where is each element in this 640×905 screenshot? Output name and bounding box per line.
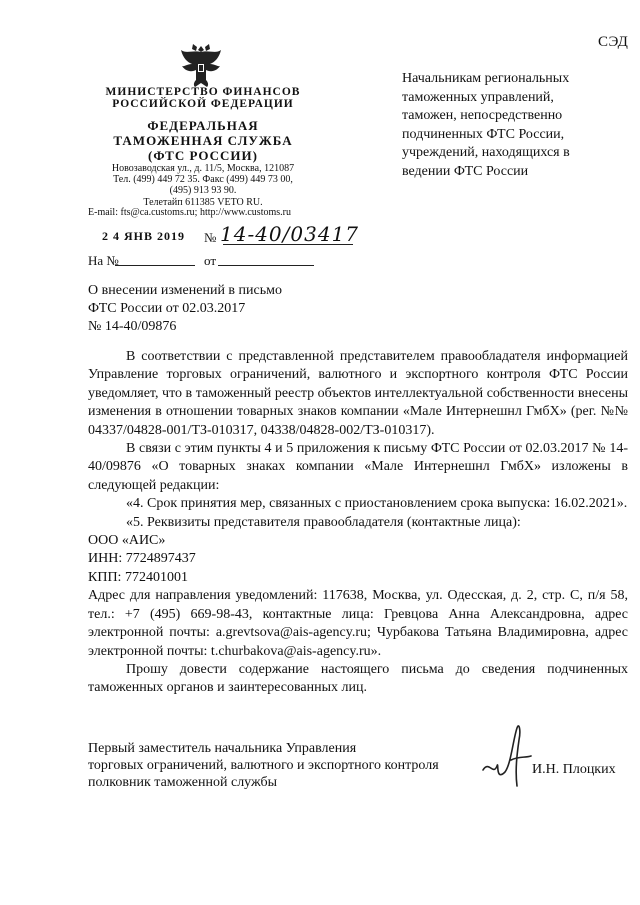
ministry-line-1: МИНИСТЕРСТВО ФИНАНСОВ	[105, 86, 301, 98]
body-kpp: КПП: 772401001	[88, 569, 188, 585]
number-label: №	[204, 230, 217, 245]
registration-number: 14-40/03417	[220, 222, 360, 246]
ministry-name	[98, 86, 308, 110]
double-headed-eagle-icon	[178, 40, 224, 90]
body-paragraph-address: Адрес для направления уведомлений: 117638, Москва, ул. Одесская, д. 2, стр. С, п/я 58, тел.: +7 (495) 669-98-43, контактные лица: Гревцова Анна Александровна, адрес электронной почты: a.grevtsova@ais-agency.ru; Чурбакова Татьяна Владимировна, адрес электронной почты: t.churbakova@ais-agency.ru».	[88, 588, 628, 659]
address-line-3: (495) 913 93 90.	[169, 185, 237, 197]
reply-to-label: На №	[88, 253, 119, 268]
signer-title	[88, 740, 439, 791]
address-line-2: Тел. (499) 449 72 35. Факс (499) 449 73 00,	[113, 174, 293, 186]
subject-line-2: ФТС России от 02.03.2017	[88, 301, 246, 316]
signer-title-line-2: торговых ограничений, валютного и экспортного контроля	[88, 758, 439, 773]
body-paragraph-3: «4. Срок принятия мер, связанных с приостановлением срока выпуска: 16.02.2021».	[126, 496, 628, 512]
service-line-1: ФЕДЕРАЛЬНАЯ	[147, 118, 259, 133]
addressee: Начальникам региональных таможенных управлений, таможен, непосредственно подчиненных ФТС России, учреждений, находящихся в ведении ФТС России	[402, 71, 570, 179]
signer-title-line-1: Первый заместитель начальника Управления	[88, 741, 357, 756]
body-inn: ИНН: 7724897437	[88, 551, 196, 567]
body-paragraph-1: В соответствии с представленной представителем правообладателя информацией Управление торговых ограничений, валютного и экспортного контроля ФТС России уведомляет, что в таможенный реестр объектов интеллектуальной собственности внесены изменения в отношении товарных знаков компании «Мале Интернешнл ГмбХ» (рег. №№ 04337/04828-001/ТЗ-010317, 04338/04828-002/ТЗ-010317).	[88, 349, 628, 438]
sed-mark: СЭД	[598, 34, 629, 50]
from-blank	[218, 265, 314, 266]
signer-name: И.Н. Плоцких	[532, 762, 616, 777]
letter-body	[88, 348, 628, 698]
letterhead-contacts	[96, 163, 310, 208]
address-line-4: Телетайп 611385 VETO RU.	[143, 196, 263, 208]
body-paragraph-request: Прошу довести содержание настоящего письма до сведения подчиненных таможенных органов и заинтересованных лиц.	[88, 661, 628, 696]
body-company: ООО «АИС»	[88, 533, 166, 549]
service-line-3: (ФТС РОССИИ)	[148, 148, 258, 163]
subject	[88, 282, 282, 336]
address-line-1: Новозаводская ул., д. 11/5, Москва, 121087	[111, 163, 295, 174]
body-paragraph-2: В связи с этим пункты 4 и 5 приложения к письму ФТС России от 02.03.2017 № 14-40/09876 «О товарных знаках компании «Мале Интернешнл ГмбХ» изложены в следующей редакции:	[88, 441, 628, 493]
subject-line-1: О внесении изменений в письмо	[88, 283, 282, 298]
signer-title-line-3: полковник таможенной службы	[88, 775, 278, 790]
subject-line-3: № 14-40/09876	[88, 319, 177, 334]
date-stamp: 2 4 ЯНВ 2019	[102, 229, 186, 243]
reply-to-blank	[115, 265, 195, 266]
service-line-2: ТАМОЖЕННАЯ СЛУЖБА	[113, 133, 293, 148]
handwritten-signature	[475, 720, 535, 790]
body-paragraph-4: «5. Реквизиты представителя правообладателя (контактные лица):	[126, 514, 521, 530]
ministry-line-2: РОССИЙСКОЙ ФЕДЕРАЦИИ	[112, 98, 294, 110]
service-name	[98, 118, 308, 163]
email-line: E-mail: fts@ca.customs.ru; http://www.customs.ru	[88, 207, 291, 218]
number-underline	[223, 244, 353, 245]
from-label: от	[204, 253, 217, 268]
